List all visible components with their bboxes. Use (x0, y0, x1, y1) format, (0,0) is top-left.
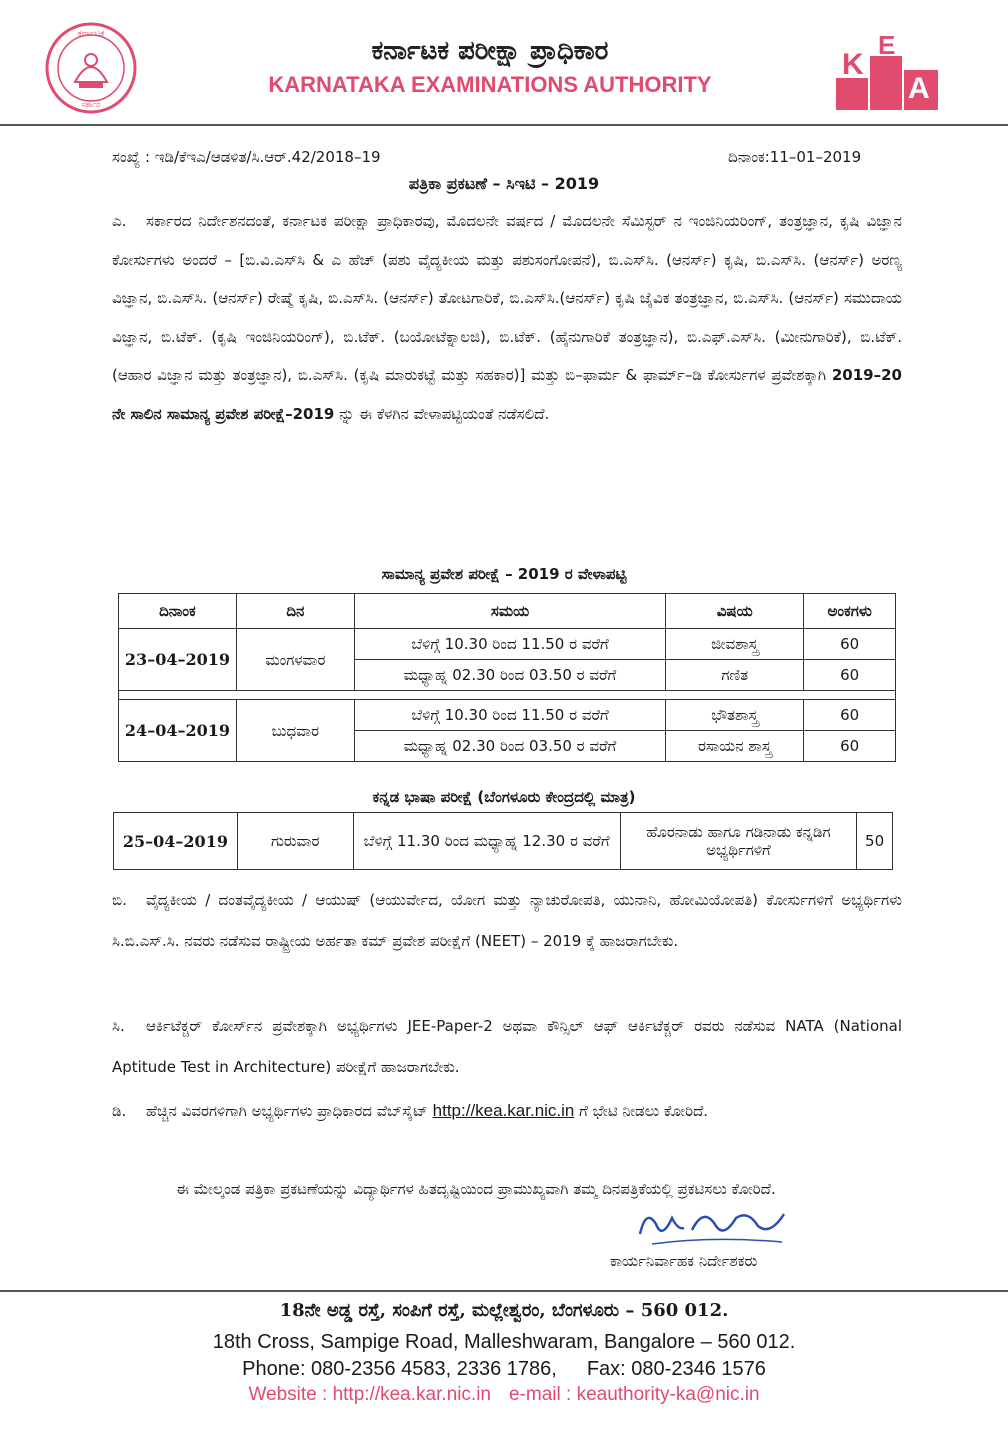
paragraph-marker: ಸಿ. (112, 1017, 125, 1035)
footer-web (0, 1384, 1008, 1406)
svg-text:E: E (878, 34, 896, 60)
exam-time: ಮಧ್ಯಾಹ್ನ 02.30 ರಿಂದ 03.50 ರ ವರೆಗೆ (354, 731, 665, 762)
column-header: ಸಮಯ (354, 594, 665, 629)
reference-number: ಸಂಖ್ಯೆ : ಇಡಿ/ಕೆಇಎ/ಆಡಳಿತ/ಸಿ.ಆರ್.42/2018–19 (112, 148, 381, 166)
reference-date: ದಿನಾಂಕ:11–01–2019 (728, 148, 862, 166)
footer-contact (0, 1358, 1008, 1381)
exam-marks: 60 (804, 700, 896, 731)
paragraph-d-tail: ಗೆ ಭೇಟಿ ನೀಡಲು ಕೋರಿದೆ. (579, 1102, 709, 1120)
authority-name-kannada: ಕರ್ನಾಟಕ ಪರೀಕ್ಷಾ ಪ್ರಾಧಿಕಾರ (371, 36, 609, 66)
exam-date: 23–04–2019 (119, 629, 237, 691)
paragraph-a-text: ಸರ್ಕಾರದ ನಿರ್ದೇಶನದಂತೆ, ಕರ್ನಾಟಕ ಪರೀಕ್ಷಾ ಪ್ರಾಧಿಕಾರವು, ಮೊದಲನೇ ವರ್ಷದ / ಮೊದಲನೇ ಸೆಮಿಸ್ಟರ್ ನ ಇಂಜಿನಿಯರಿಂಗ್, ತಂತ್ರಜ್ಞಾನ, ಕೃಷಿ ವಿಜ್ಞಾನ ಕೋರ್ಸುಗಳು ಅಂದರೆ – [ಬಿ.ವಿ.ಎಸ್‌ಸಿ & ಎ ಹೆಚ್ (ಪಶು ವೈದ್ಯಕೀಯ ಮತ್ತು ಪಶುಸಂಗೋಪನೆ), ಬಿ.ಎಸ್‌ಸಿ. (ಆನರ್ಸ್) ಕೃಷಿ, ಬಿ.ಎಸ್‌ಸಿ. (ಆನರ್ಸ್) ಅರಣ್ಯ ವಿಜ್ಞಾನ, ಬಿ.ಎಸ್‌ಸಿ. (ಆನರ್ಸ್) ರೇಷ್ಮೆ ಕೃಷಿ, ಬಿ.ಎಸ್‌ಸಿ. (ಆನರ್ಸ್) ತೋಟಗಾರಿಕೆ, ಬಿ.ಎಸ್‌ಸಿ.(ಆನರ್ಸ್) ಕೃಷಿ ಜೈವಿಕ ತಂತ್ರಜ್ಞಾನ, ಬಿ.ಎಸ್‌ಸಿ. (ಆನರ್ಸ್) ಸಮುದಾಯ ವಿಜ್ಞಾನ, ಬಿ.ಟೆಕ್. (ಕೃಷಿ ಇಂಜಿನಿಯರಿಂಗ್), ಬಿ.ಟೆಕ್. (ಬಯೋಟೆಕ್ನಾಲಜಿ), ಬಿ.ಟೆಕ್. (ಹೈನುಗಾರಿಕೆ ತಂತ್ರಜ್ಞಾನ), ಬಿ.ಎಫ್.ಎಸ್‌ಸಿ. (ಮೀನುಗಾರಿಕೆ), ಬಿ.ಟೆಕ್. (ಆಹಾರ ವಿಜ್ಞಾನ ಮತ್ತು ತಂತ್ರಜ್ಞಾನ), ಬಿ.ಎಸ್‌ಸಿ. (ಕೃಷಿ ಮಾರುಕಟ್ಟೆ ಮತ್ತು ಸಹಕಾರ)] ಮತ್ತು ಬಿ–ಫಾರ್ಮ & ಫಾರ್ಮ್–ಡಿ ಕೋರ್ಸುಗಳ ಪ್ರವೇಶಕ್ಕಾಗಿ (112, 212, 902, 384)
signature-icon (632, 1200, 802, 1250)
paragraph-a-bold: 2019–20 ನೇ ಸಾಲಿನ ಸಾಮಾನ್ಯ ಪ್ರವೇಶ ಪರೀಕ್ಷೆ–2019 (112, 366, 902, 423)
paragraph-marker: ಬಿ. (112, 891, 127, 909)
table-row (119, 629, 896, 660)
press-release-title: ಪತ್ರಿಕಾ ಪ್ರಕಟಣೆ – ಸಿಇಟಿ – 2019 (408, 174, 600, 193)
exam-time: ಮಧ್ಯಾಹ್ನ 02.30 ರಿಂದ 03.50 ರ ವರೆಗೆ (354, 660, 665, 691)
footer-address-english: 18th Cross, Sampige Road, Malleshwaram, Bangalore – 560 012. (212, 1331, 796, 1353)
svg-text:A: A (908, 72, 930, 105)
schedule-title: ಸಾಮಾನ್ಯ ಪ್ರವೇಶ ಪರೀಕ್ಷೆ – 2019 ರ ವೇಳಾಪಟ್ಟಿ (381, 565, 627, 583)
signatory-designation: ಕಾರ್ಯನಿರ್ವಾಹಕ ನಿರ್ದೇಶಕರು (610, 1252, 758, 1270)
language-test-title: ಕನ್ನಡ ಭಾಷಾ ಪರೀಕ್ಷೆ (ಬೆಂಗಳೂರು ಕೇಂದ್ರದಲ್ಲಿ ಮಾತ್ರ) (372, 788, 636, 806)
exam-subject: ಭೌತಶಾಸ್ತ್ರ (666, 700, 804, 731)
exam-marks: 60 (804, 629, 896, 660)
table-header-row (119, 594, 896, 629)
footer-address-kannada: 18ನೇ ಅಡ್ಡ ರಸ್ತೆ, ಸಂಪಿಗೆ ರಸ್ತೆ, ಮಲ್ಲೇಶ್ವರಂ, ಬೆಂಗಳೂರು – 560 012. (279, 1300, 729, 1321)
footer-divider (0, 1290, 1008, 1292)
exam-marks: 50 (857, 813, 893, 870)
paragraph-d-text: ಹೆಚ್ಚಿನ ವಿವರಗಳಿಗಾಗಿ ಅಭ್ಯರ್ಥಿಗಳು ಪ್ರಾಧಿಕಾರದ ವೆಬ್‌ಸೈಟ್ (146, 1102, 428, 1120)
website-link[interactable]: http://kea.kar.nic.in (432, 1101, 575, 1120)
paragraph-marker: ಎ. (112, 212, 127, 230)
exam-marks: 60 (804, 731, 896, 762)
exam-time: ಬೆಳಿಗ್ಗೆ 11.30 ರಿಂದ ಮಧ್ಯಾಹ್ನ 12.30 ರ ವರೆಗೆ (353, 813, 620, 870)
paragraph-e: ಈ ಮೇಲ್ಕಂಡ ಪತ್ರಿಕಾ ಪ್ರಕಟಣೆಯನ್ನು ವಿದ್ಯಾರ್ಥಿಗಳ ಹಿತದೃಷ್ಟಿಯಿಂದ ಪ್ರಾಮುಖ್ಯವಾಗಿ ತಮ್ಮ ದಿನಪತ್ರಿಕೆಯಲ್ಲಿ ಪ್ರಕಟಿಸಲು ಕೋರಿದೆ. (176, 1180, 776, 1198)
footer-fax: Fax: 080-2346 1576 (586, 1358, 766, 1380)
exam-subject: ರಸಾಯನ ಶಾಸ್ತ್ರ (666, 731, 804, 762)
exam-marks: 60 (804, 660, 896, 691)
seal-label-bottom: ಸರ್ಕಾರ (81, 100, 101, 109)
language-test-table (113, 812, 893, 870)
exam-subject: ಹೊರನಾಡು ಹಾಗೂ ಗಡಿನಾಡು ಕನ್ನಡಿಗ ಅಭ್ಯರ್ಥಿಗಳಿಗೆ (620, 813, 856, 870)
karnataka-seal-icon (45, 22, 137, 114)
paragraph-d (112, 1092, 902, 1130)
schedule-table (118, 593, 896, 762)
authority-name-english: KARNATAKA EXAMINATIONS AUTHORITY (268, 72, 712, 97)
header-divider (0, 124, 1008, 126)
exam-day: ಬುಧವಾರ (236, 700, 354, 762)
table-row (114, 813, 893, 870)
paragraph-c-text: ಆರ್ಕಿಟೆಕ್ಚರ್ ಕೋರ್ಸ್‌ನ ಪ್ರವೇಶಕ್ಕಾಗಿ ಅಭ್ಯರ್ಥಿಗಳು JEE-Paper-2 ಅಥವಾ ಕೌನ್ಸಿಲ್ ಆಫ್ ಆರ್ಕಿಟೆಕ್ಚರ್ ರವರು ನಡೆಸುವ NATA (National Aptitude Test in Architecture) ಪರೀಕ್ಷೆಗೆ ಹಾಜರಾಗಬೇಕು. (112, 1017, 902, 1076)
exam-day: ಗುರುವಾರ (237, 813, 353, 870)
exam-date: 25–04–2019 (114, 813, 238, 870)
exam-time: ಬೆಳಿಗ್ಗೆ 10.30 ರಿಂದ 11.50 ರ ವರೆಗೆ (354, 700, 665, 731)
svg-text:K: K (842, 48, 864, 81)
paragraph-b-text: ವೈದ್ಯಕೀಯ / ದಂತವೈದ್ಯಕೀಯ / ಆಯುಷ್ (ಆಯುರ್ವೇದ, ಯೋಗ ಮತ್ತು ನ್ಯಾಚುರೋಪತಿ, ಯುನಾನಿ, ಹೋಮಿಯೋಪತಿ) ಕೋರ್ಸುಗಳಿಗೆ ಅಭ್ಯರ್ಥಿಗಳು ಸಿ.ಬಿ.ಎಸ್.ಸಿ. ನವರು ನಡೆಸುವ ರಾಷ್ಟ್ರೀಯ ಅರ್ಹತಾ ಕಮ್ ಪ್ರವೇಶ ಪರೀಕ್ಷೆಗೆ (NEET) – 2019 ಕ್ಕೆ ಹಾಜರಾಗಬೇಕು. (112, 891, 902, 950)
column-header: ವಿಷಯ (666, 594, 804, 629)
exam-time: ಬೆಳಿಗ್ಗೆ 10.30 ರಿಂದ 11.50 ರ ವರೆಗೆ (354, 629, 665, 660)
kea-logo-icon (836, 34, 938, 110)
column-header: ದಿನ (236, 594, 354, 629)
table-spacer-row (119, 691, 896, 700)
paragraph-marker: ಡಿ. (112, 1102, 127, 1120)
paragraph-c (112, 1006, 902, 1088)
paragraph-a (112, 202, 902, 433)
footer-email[interactable]: e-mail : keauthority-ka@nic.in (509, 1384, 760, 1405)
letterhead (0, 0, 1008, 124)
seal-label-top: ಕರ್ನಾಟಕ (77, 29, 105, 39)
exam-subject: ಗಣಿತ (666, 660, 804, 691)
footer-website[interactable]: Website : http://kea.kar.nic.in (248, 1384, 491, 1405)
column-header: ಅಂಕಗಳು (804, 594, 896, 629)
paragraph-b (112, 880, 902, 962)
exam-subject: ಜೀವಶಾಸ್ತ್ರ (666, 629, 804, 660)
column-header: ದಿನಾಂಕ (119, 594, 237, 629)
table-row (119, 700, 896, 731)
paragraph-a-tail: ನ್ನು ಈ ಕೆಳಗಿನ ವೇಳಾಪಟ್ಟಿಯಂತೆ ನಡೆಸಲಿದೆ. (339, 404, 550, 423)
exam-day: ಮಂಗಳವಾರ (236, 629, 354, 691)
footer-phone: Phone: 080-2356 4583, 2336 1786, (242, 1358, 557, 1380)
exam-date: 24–04–2019 (119, 700, 237, 762)
